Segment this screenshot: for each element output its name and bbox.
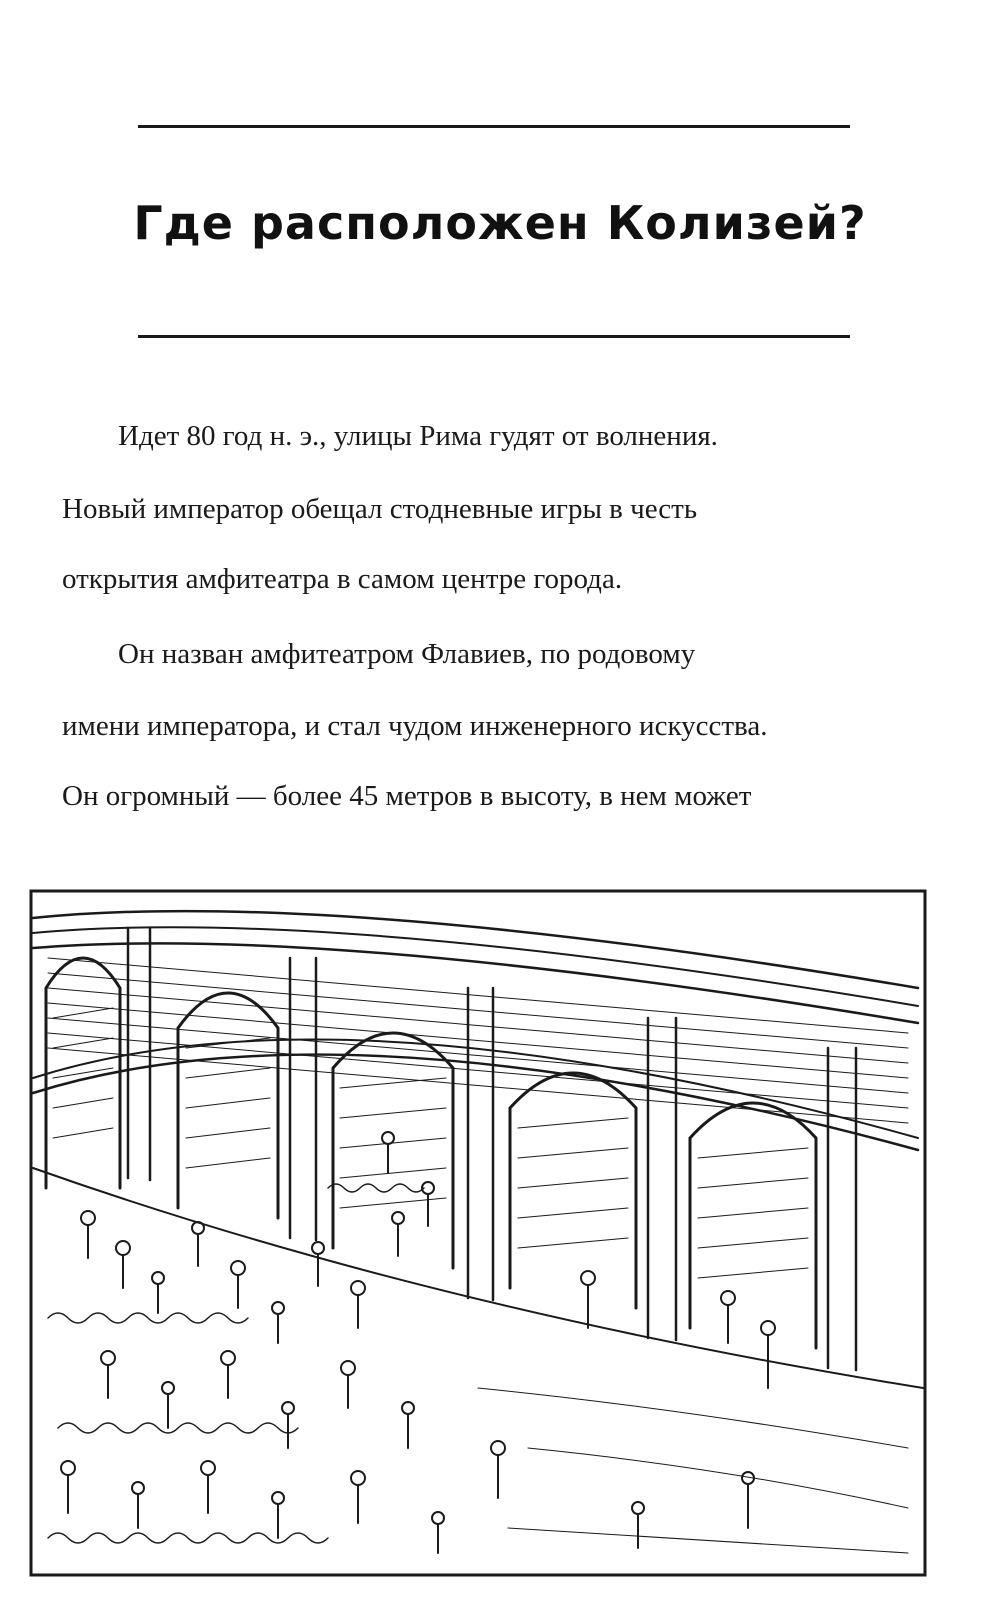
text-line: открытия амфитеатра в самом центре города. [62,563,623,595]
text-line: имени императора, и стал чудом инженерного искусства. [62,710,768,742]
top-divider [138,125,850,128]
text-line: Идет 80 год н. э., улицы Рима гудят от волнения. [118,420,718,452]
bottom-divider [138,335,850,338]
text-line: Он назван амфитеатром Флавиев, по родовому [118,638,696,670]
text-line: Новый император обещал стодневные игры в честь [62,493,698,525]
chapter-title: Где расположен Колизей? [133,196,867,250]
colosseum-arcade-crowd-drawing-icon [31,891,925,1575]
text-line: Он огромный — более 45 метров в высоту, в нем может [62,780,752,812]
colosseum-illustration [28,888,928,1578]
